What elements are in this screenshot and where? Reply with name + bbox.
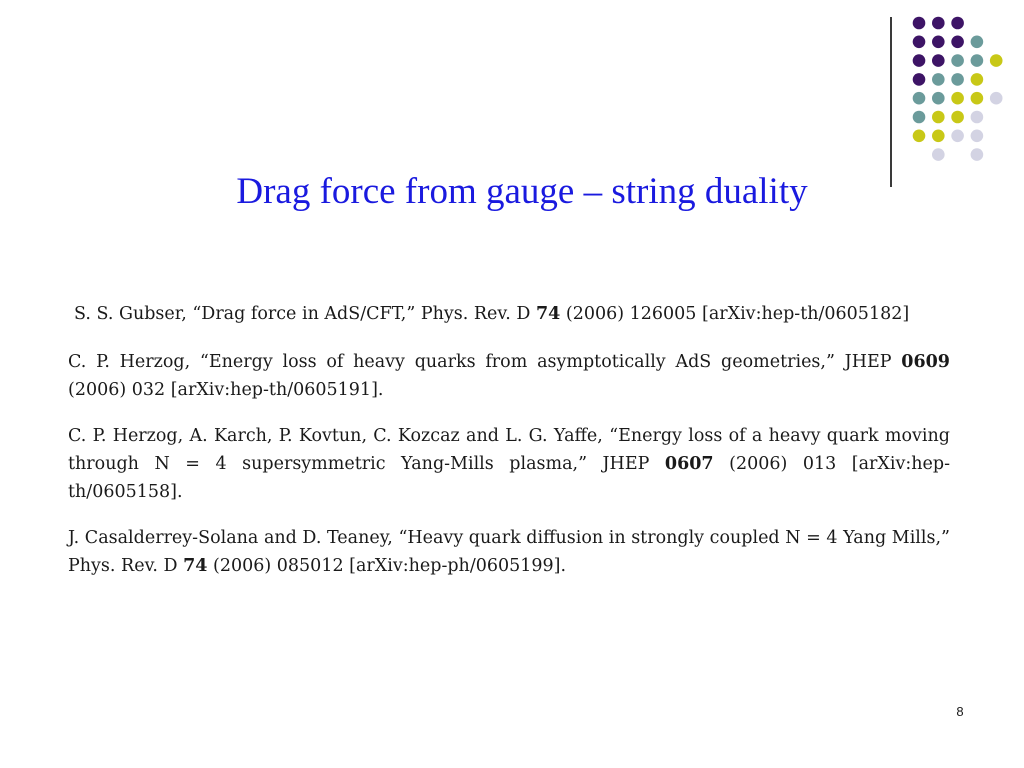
reference-text: C. P. Herzog, A. Karch, P. Kovtun, C. Kozcaz and L. G. Yaffe, “Energy loss of a heavy quark moving through N = 4 supersymmetric Yang-Mills plasma,” JHEP [68, 426, 950, 474]
decorative-dot [951, 73, 964, 86]
decorative-vertical-line [890, 17, 892, 187]
reference-text: (2006) 032 [arXiv:hep-th/0605191]. [68, 380, 384, 400]
decorative-dot [913, 17, 926, 30]
reference-item [68, 300, 950, 328]
decorative-dot [913, 130, 926, 143]
decorative-dot [951, 36, 964, 49]
reference-volume: 0607 [664, 454, 714, 474]
reference-text: J. Casalderrey-Solana and D. Teaney, “Heavy quark diffusion in strongly coupled N = 4 Yang Mills,” Phys. Rev. D [68, 528, 950, 576]
decorative-dot [932, 111, 945, 124]
slide-title: Drag force from gauge – string duality [236, 171, 808, 212]
decorative-dot [971, 73, 984, 86]
reference-text: (2006) 085012 [arXiv:hep-ph/0605199]. [207, 556, 567, 576]
reference-volume: 0609 [901, 352, 950, 372]
decorative-dot [951, 17, 964, 30]
reference-volume: 74 [183, 556, 208, 576]
reference-list [68, 300, 950, 598]
reference-text: (2006) 126005 [arXiv:hep-th/0605182] [560, 304, 910, 324]
decorative-dot [932, 92, 945, 105]
decorative-dot [932, 17, 945, 30]
decorative-dot [932, 130, 945, 143]
decorative-dot [951, 54, 964, 67]
decorative-dot [951, 92, 964, 105]
decorative-dot [932, 73, 945, 86]
decorative-dot [913, 111, 926, 124]
reference-item [68, 348, 950, 404]
decorative-dot [913, 36, 926, 49]
decorative-dot [971, 111, 984, 124]
decorative-dot [932, 148, 945, 161]
decorative-dot [913, 54, 926, 67]
decorative-dot [971, 148, 984, 161]
reference-text: (2006) 013 [arXiv:hep-th/0605158]. [68, 454, 950, 502]
reference-text: S. S. Gubser, “Drag force in AdS/CFT,” Phys. Rev. D [74, 304, 536, 324]
decorative-dot [932, 54, 945, 67]
decorative-dot [932, 36, 945, 49]
reference-item [68, 524, 950, 580]
reference-volume: 74 [535, 304, 561, 324]
decorative-dot [913, 73, 926, 86]
decorative-dot [913, 92, 926, 105]
decorative-dot [971, 130, 984, 143]
decorative-dot [971, 54, 984, 67]
reference-text: C. P. Herzog, “Energy loss of heavy quarks from asymptotically AdS geometries,” JHEP [68, 352, 902, 372]
decorative-dot [971, 92, 984, 105]
decorative-dot [951, 130, 964, 143]
page-number: 8 [956, 704, 964, 719]
decorative-dot [971, 36, 984, 49]
reference-item [68, 422, 950, 506]
decorative-dot [990, 54, 1003, 67]
decorative-dot [990, 92, 1003, 105]
decorative-dot [951, 111, 964, 124]
